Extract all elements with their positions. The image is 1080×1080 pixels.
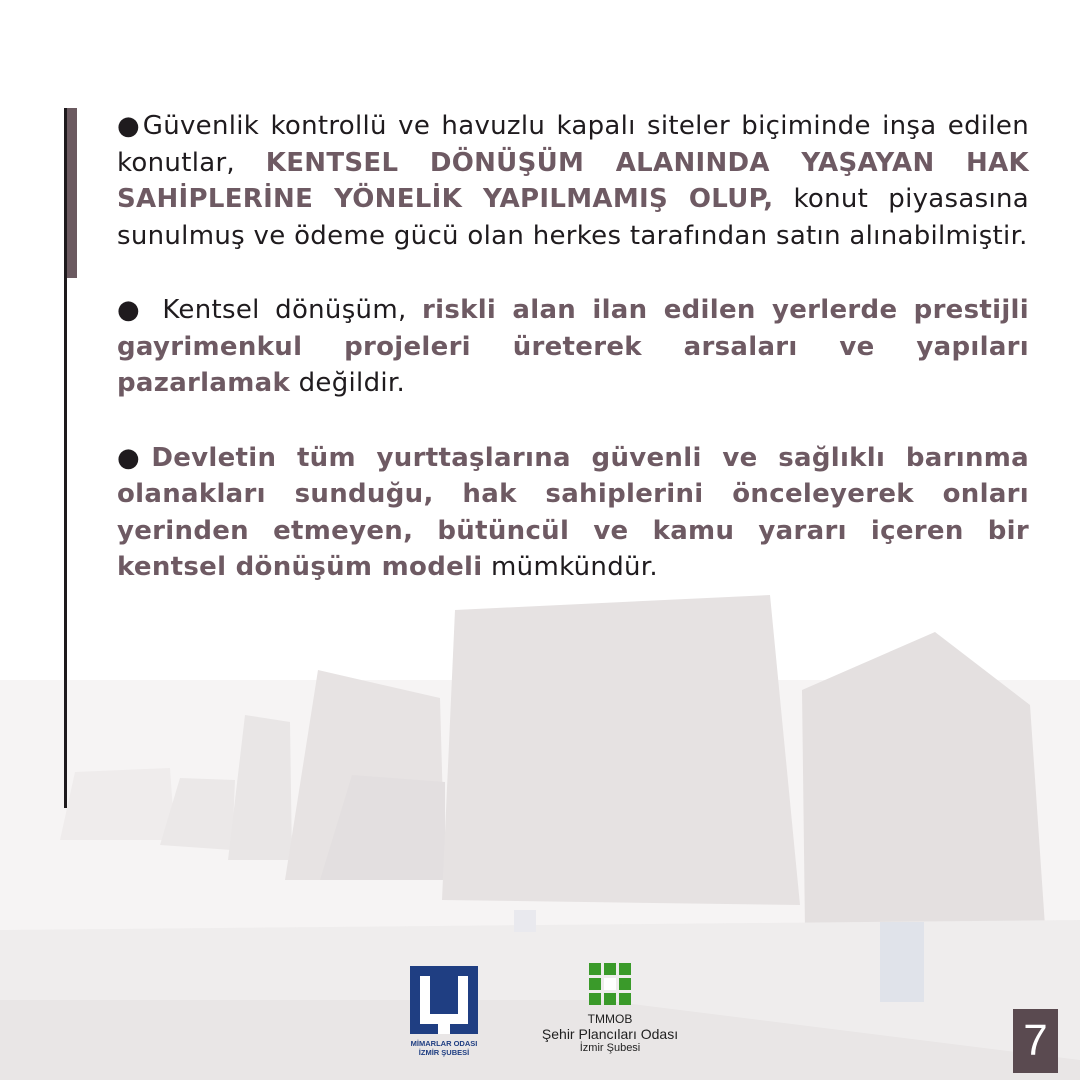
- bullet-paragraph-2: [117, 292, 1029, 402]
- body-text: Güvenlik kontrollü ve havuzlu kapalı siteler biçiminde inşa edilen konutlar,: [117, 111, 1029, 178]
- mimarlar-line2: İZMİR ŞUBESİ: [418, 1048, 470, 1057]
- sehir-line3: İzmir Şubesi: [579, 1042, 641, 1054]
- main-text-block: [117, 108, 1029, 624]
- sehir-line1: TMMOB: [587, 1012, 633, 1026]
- emphasis-text: KENTSEL DÖNÜŞÜM ALANINDA YAŞAYAN HAK SAHİPLERİNE YÖNELİK YAPILMAMIŞ OLUP,: [117, 147, 1029, 214]
- body-text: mümkündür.: [482, 552, 658, 582]
- sehir-plancilari-caption: [520, 1013, 700, 1055]
- bullet-dot-icon: ●: [117, 295, 163, 325]
- bullet-dot-icon: ●: [117, 111, 143, 141]
- bullet-paragraph-3: [117, 440, 1029, 586]
- sehir-plancilari-logo: [589, 963, 631, 1005]
- body-text: değildir.: [290, 368, 406, 398]
- sehir-line2: Şehir Plancıları Odası: [541, 1026, 679, 1042]
- emphasis-text: riskli alan ilan edilen yerlerde prestijli gayrimenkul projeleri üreterek arsaları ve yapıları pazarlamak: [117, 295, 1029, 398]
- bullet-paragraph-1: [117, 108, 1029, 254]
- bullet-dot-icon: ●: [117, 442, 152, 473]
- body-text: konut piyasasına sunulmuş ve ödeme gücü olan herkes tarafından satın alınabilmiştir.: [117, 184, 1029, 251]
- body-text: Kentsel dönüşüm,: [162, 295, 422, 325]
- emphasis-text: Devletin tüm yurttaşlarına güvenli ve sağlıklı barınma olanakları sunduğu, hak sahiplerini önceleyerek onları yerinden etmeyen, bütüncül ve kamu yararı içeren bir kentsel dönüşüm modeli: [117, 442, 1029, 582]
- page-number: 7: [1013, 1009, 1058, 1073]
- mimarlar-odasi-logo: [410, 966, 478, 1034]
- mimarlar-line1: MİMARLAR ODASI: [410, 1039, 478, 1048]
- left-accent-bar: [67, 108, 77, 278]
- mimarlar-odasi-caption: [402, 1039, 486, 1057]
- logo-footer: [0, 963, 1080, 1063]
